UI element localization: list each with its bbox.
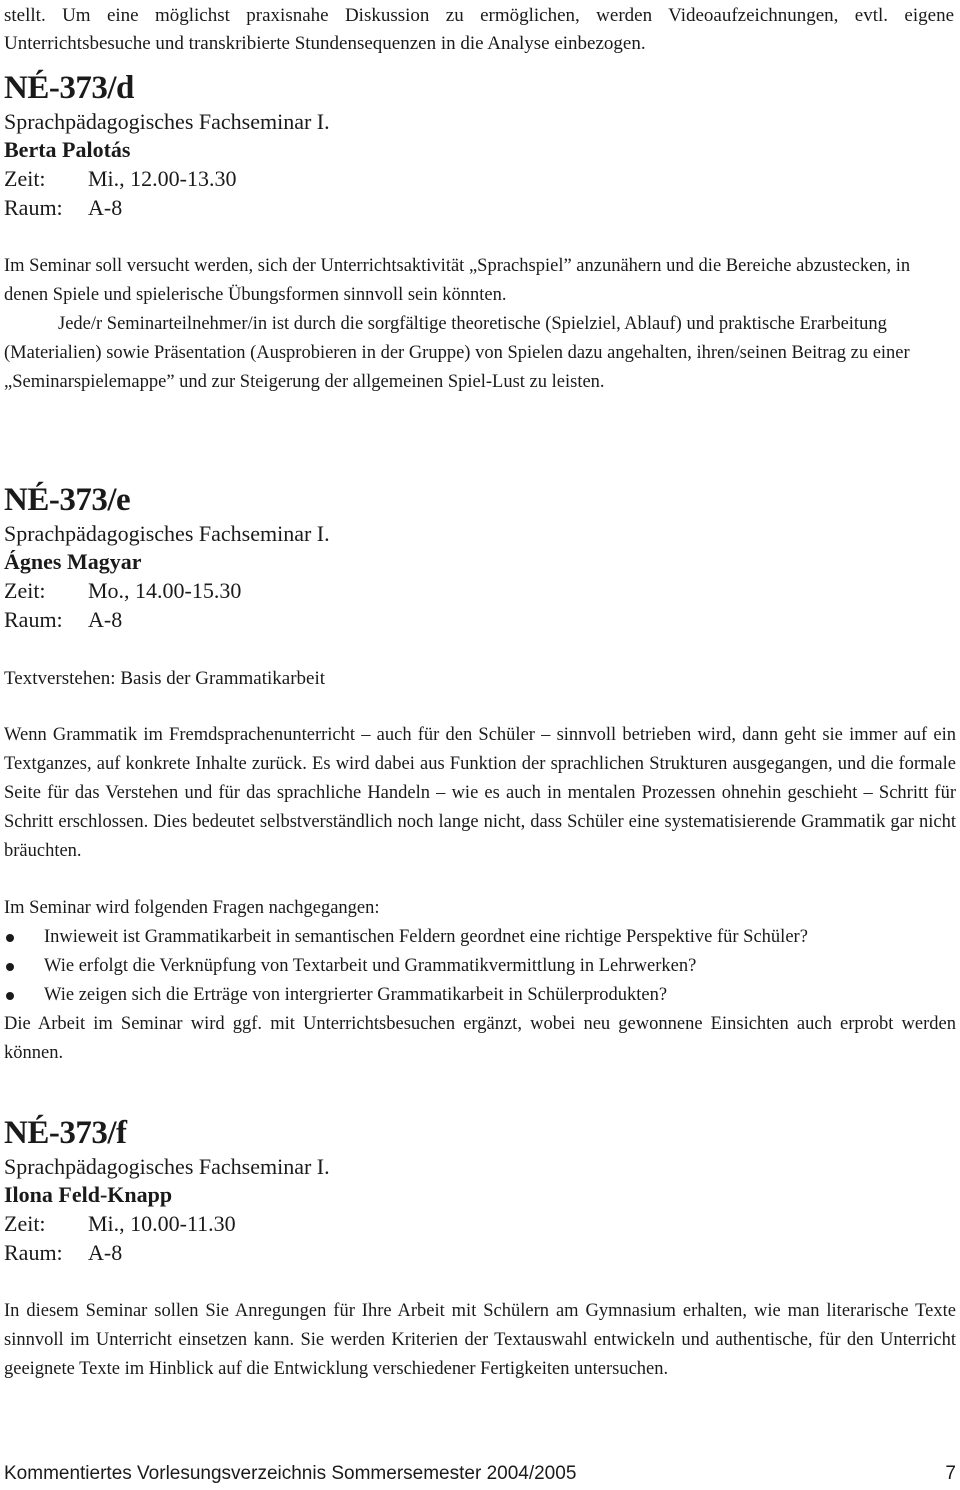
lecturer-name: Berta Palotás xyxy=(4,137,131,162)
description-paragraph: Wenn Grammatik im Fremdsprachenunterricht – auch für den Schüler – sinnvoll betrieben wird, dann geht sie immer auf ein Textganzes, auf konkrete Inhalte zurück. Es wird dabei aus Funktion der sprachlichen Strukturen ausgegangen, und die formale Seite für das Verstehen und für das sprachliche Handeln – wie es auch in mentalen Prozessen ohnehin geschieht – Schritt für Schritt erschlossen. Dies bedeutet selbstverständlich noch lange nicht, dass Schüler eine systematisierende Grammatik gar nicht bräuchten. xyxy=(4,725,956,861)
time-label: Zeit: xyxy=(4,1211,46,1236)
time-row xyxy=(4,164,956,193)
section-subtitle: Textverstehen: Basis der Grammatikarbeit xyxy=(4,668,326,689)
list-item-text: Inwieweit ist Grammatikarbeit in semantischen Feldern geordnet eine richtige Perspektive für Schüler? xyxy=(44,927,808,947)
course-code: NÉ-373/f xyxy=(4,1115,127,1151)
time-value: Mi., 12.00-13.30 xyxy=(88,166,237,191)
time-label: Zeit: xyxy=(4,166,46,191)
room-label: Raum: xyxy=(4,607,63,632)
room-row xyxy=(4,605,956,634)
course-section-f xyxy=(4,1113,956,1384)
list-item-text: Wie erfolgt die Verknüpfung von Textarbeit und Grammatikvermittlung in Lehrwerken? xyxy=(44,956,697,976)
questions-intro: Im Seminar wird folgenden Fragen nachgegangen: xyxy=(4,898,380,918)
room-value: A-8 xyxy=(88,607,123,632)
time-value: Mo., 14.00-15.30 xyxy=(88,578,242,603)
footer-title: Kommentiertes Vorlesungsverzeichnis Sommersemester 2004/2005 xyxy=(4,1463,577,1484)
time-label: Zeit: xyxy=(4,578,46,603)
course-code: NÉ-373/d xyxy=(4,70,134,106)
bullet-icon xyxy=(6,934,14,942)
course-code: NÉ-373/e xyxy=(4,482,131,518)
room-label: Raum: xyxy=(4,195,63,220)
lecturer-name: Ilona Feld-Knapp xyxy=(4,1182,173,1207)
room-value: A-8 xyxy=(88,195,123,220)
course-section-e xyxy=(4,480,956,1068)
room-row xyxy=(4,193,956,222)
list-item xyxy=(4,981,956,1010)
bullet-icon xyxy=(6,992,14,1000)
page-number: 7 xyxy=(945,1463,956,1484)
description-paragraph: In diesem Seminar sollen Sie Anregungen für Ihre Arbeit mit Schülern am Gymnasium erhalten, wie man literarische Texte sinnvoll im Unterricht einsetzen kann. Sie werden Kriterien der Textauswahl entwickeln und authentische, für den Unterricht geeignete Texte im Hinblick auf die Entwicklung verschiedener Fertigkeiten untersuchen. xyxy=(4,1301,956,1379)
time-row xyxy=(4,1209,956,1238)
description-paragraph: Im Seminar soll versucht werden, sich der Unterrichtsaktivität „Sprachspiel” anzunähern und die Bereiche abzustecken, in denen Spiele und spielerische Übungsformen sinnvoll sein könnten. xyxy=(4,256,911,305)
lecturer-name: Ágnes Magyar xyxy=(4,549,142,574)
list-item xyxy=(4,923,956,952)
time-row xyxy=(4,576,956,605)
list-item xyxy=(4,952,956,981)
intro-paragraph: stellt. Um eine möglichst praxisnahe Diskussion zu ermöglichen, werden Videoaufzeichnungen, evtl. eigene Unterrichtsbesuche und transkribierte Stundensequenzen in die Analyse einbezogen. xyxy=(4,5,954,54)
page-footer xyxy=(4,1462,956,1486)
bullet-icon xyxy=(6,963,14,971)
course-title: Sprachpädagogisches Fachseminar I. xyxy=(4,521,330,546)
room-value: A-8 xyxy=(88,1240,123,1265)
list-item-text: Wie zeigen sich die Erträge von intergrierter Grammatikarbeit in Schülerprodukten? xyxy=(44,985,668,1005)
course-title: Sprachpädagogisches Fachseminar I. xyxy=(4,109,330,134)
room-label: Raum: xyxy=(4,1240,63,1265)
course-section-d xyxy=(4,68,956,397)
room-row xyxy=(4,1238,956,1267)
time-value: Mi., 10.00-11.30 xyxy=(88,1211,236,1236)
questions-list xyxy=(4,923,956,1010)
description-paragraph-2: Jede/r Seminarteilnehmer/in ist durch die sorgfältige theoretische (Spielziel, Ablauf) und praktische Erarbeitung (Materialien) sowie Präsentation (Ausprobieren in der Gruppe) von Spielen dazu angehalten, ihren/seinen Beitrag zu einer „Seminarspielemappe” und zur Steigerung der allgemeinen Spiel-Lust zu leisten. xyxy=(4,314,910,392)
closing-paragraph: Die Arbeit im Seminar wird ggf. mit Unterrichtsbesuchen ergänzt, wobei neu gewonnene Einsichten auch erprobt werden können. xyxy=(4,1014,956,1063)
course-title: Sprachpädagogisches Fachseminar I. xyxy=(4,1154,330,1179)
